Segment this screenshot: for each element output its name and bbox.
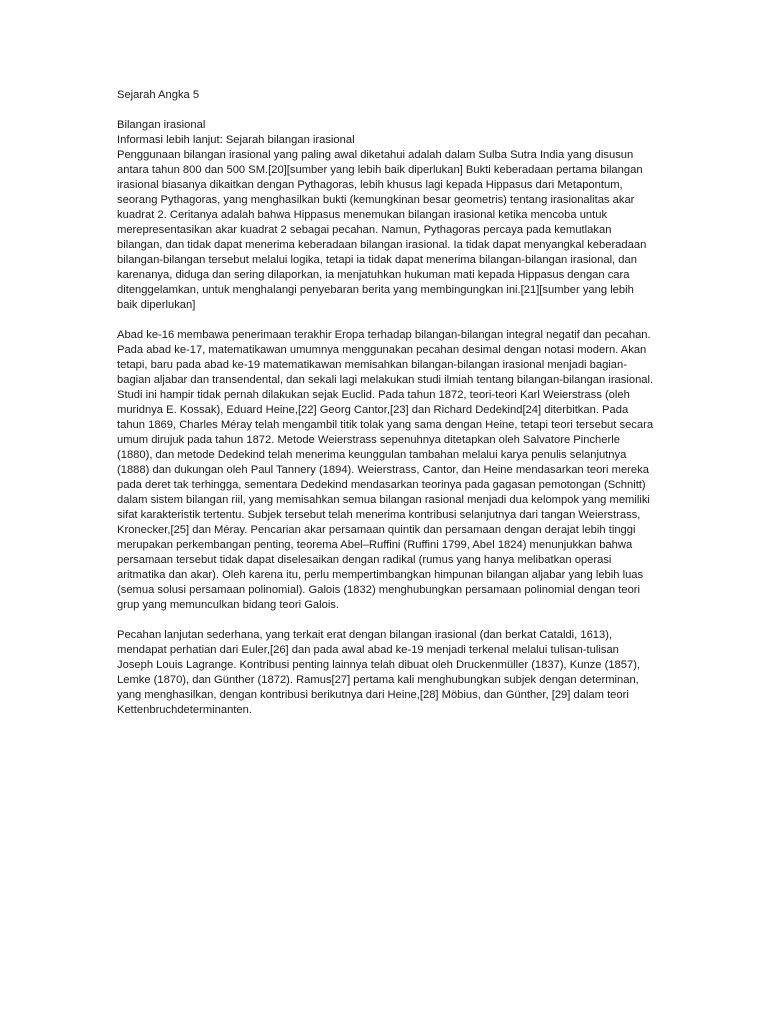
further-info-note: Informasi lebih lanjut: Sejarah bilangan irasional (117, 134, 355, 146)
section-heading: Bilangan irasional (117, 119, 206, 131)
paragraph-3: Pecahan lanjutan sederhana, yang terkait erat dengan bilangan irasional (dan berkat Cataldi, 1613), mendapat perhatian dari Euler,[26] dan pada awal abad ke-19 menjadi terkenal melalui tulisan-tulisan Joseph Louis Lagrange. Kontribusi penting lainnya telah dibuat oleh Druckenmüller (1837), Kunze (1857), Lemke (1870), dan Günther (1872). Ramus[27] pertama kali menghubungkan subjek dengan determinan, yang menghasilkan, dengan kontribusi berikutnya dari Heine,[28] Möbius, dan Günther, [29] dalam teori Kettenbruchdeterminanten. (117, 629, 641, 716)
paragraph-2: Abad ke-16 membawa penerimaan terakhir Eropa terhadap bilangan-bilangan integral negatif dan pecahan. Pada abad ke-17, matematikawan umumnya menggunakan pecahan desimal dengan notasi modern. Akan tetapi, baru pada abad ke-19 matematikawan memisahkan bilangan-bilangan irasional menjadi bagian-bagian aljabar dan transendental, dan sekali lagi melakukan studi ilmiah tentang bilangan-bilangan irasional. Studi ini hampir tidak pernah dilakukan sejak Euclid. Pada tahun 1872, teori-teori Karl Weierstrass (oleh muridnya E. Kossak), Eduard Heine,[22] Georg Cantor,[23] dan Richard Dedekind[24] diterbitkan. Pada tahun 1869, Charles Méray telah mengambil titik tolak yang sama dengan Heine, tetapi teori tersebut secara umum dirujuk pada tahun 1872. Metode Weierstrass sepenuhnya ditetapkan oleh Salvatore Pincherle (1880), dan metode Dedekind telah menerima keunggulan tambahan melalui karya penulis selanjutnya (1888) dan dukungan oleh Paul Tannery (1894). Weierstrass, Cantor, dan Heine mendasarkan teori mereka pada deret tak terhingga, sementara Dedekind mendasarkan teorinya pada gagasan pemotongan (Schnitt) dalam sistem bilangan riil, yang memisahkan semua bilangan rasional menjadi dua kelompok yang memiliki sifat karakteristik tertentu. Subjek tersebut telah menerima kontribusi selanjutnya dari tangan Weierstrass, Kronecker,[25] dan Méray. Pencarian akar persamaan quintik dan persamaan dengan derajat lebih tinggi merupakan perkembangan penting, teorema Abel–Ruffini (Ruffini 1799, Abel 1824) menunjukkan bahwa persamaan tersebut tidak dapat diselesaikan dengan radikal (rumus yang hanya melibatkan operasi aritmatika dan akar). Oleh karena itu, perlu mempertimbangkan himpunan bilangan aljabar yang lebih luas (semua solusi persamaan polinomial). Galois (1832) menghubungkan persamaan polinomial dengan teori grup yang memunculkan bidang teori Galois. (117, 329, 654, 611)
document-body (117, 88, 657, 733)
paragraph-1: Penggunaan bilangan irasional yang paling awal diketahui adalah dalam Sulba Sutra India yang disusun antara tahun 800 dan 500 SM.[20][sumber yang lebih baik diperlukan] Bukti keberadaan pertama bilangan irasional biasanya dikaitkan dengan Pythagoras, lebih khusus lagi kepada Hippasus dari Metapontum, seorang Pythagoras, yang menghasilkan bukti (kemungkinan besar geometris) tentang irasionalitas akar kuadrat 2. Ceritanya adalah bahwa Hippasus menemukan bilangan irasional ketika mencoba untuk merepresentasikan akar kuadrat 2 sebagai pecahan. Namun, Pythagoras percaya pada kemutlakan bilangan, dan tidak dapat menerima keberadaan bilangan irasional. Ia tidak dapat menyangkal keberadaan bilangan-bilangan tersebut melalui logika, tetapi ia tidak dapat menerima bilangan-bilangan irasional, dan karenanya, diduga dan sering dilaporkan, ia menjatuhkan hukuman mati kepada Hippasus dengan cara ditenggelamkan, untuk menghalangi penyebaran berita yang membingungkan ini.[21][sumber yang lebih baik diperlukan] (117, 149, 647, 311)
document-title: Sejarah Angka 5 (117, 89, 200, 101)
